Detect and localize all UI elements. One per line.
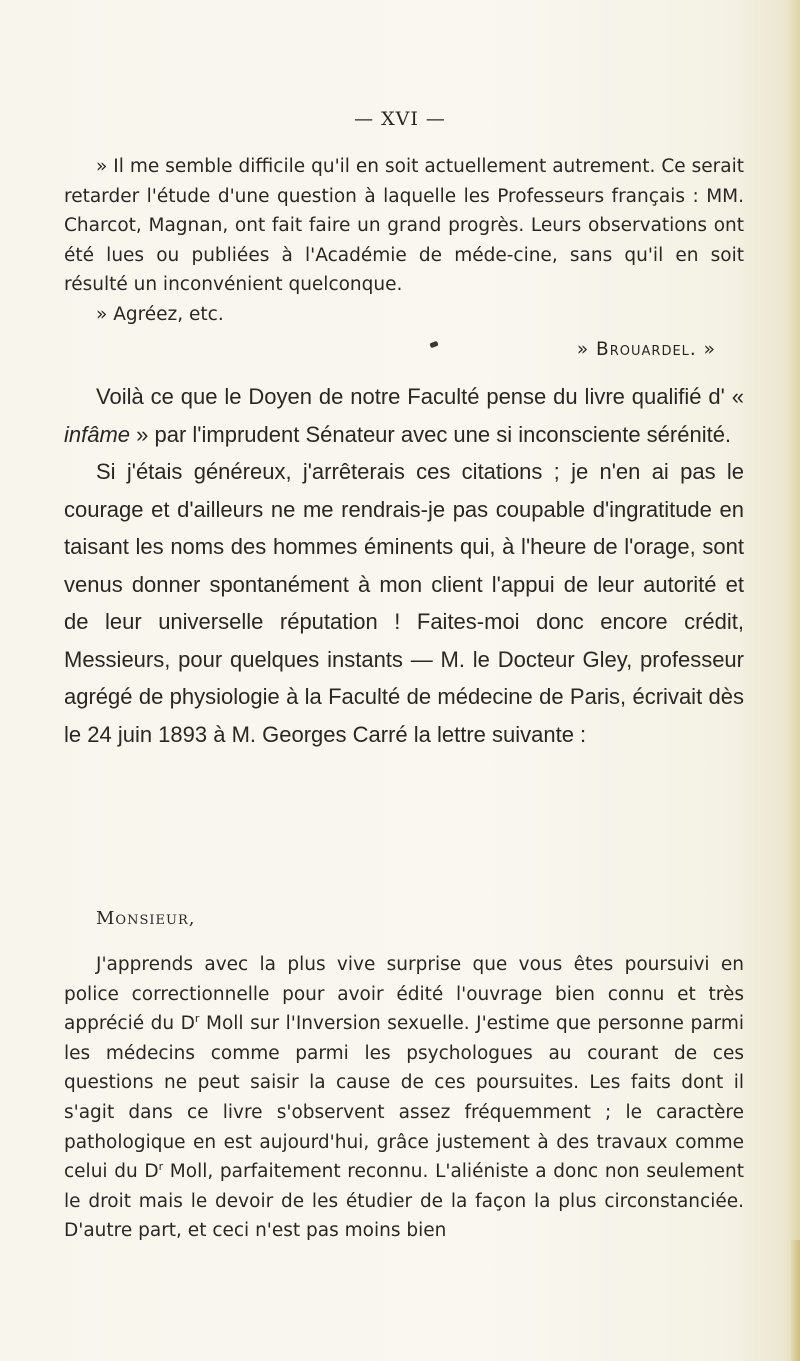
main-text bbox=[64, 378, 744, 753]
letter-paragraph: » Il me semble difficile qu'il en soit actuellement autrement. Ce serait retarder l'étude d'une question à laquelle les Professeurs français : MM. Charcot, Magnan, ont fait faire un grand progrès. Leurs observations ont été lues ou publiées à l'Académie de méde-cine, sans qu'il en soit résulté un inconvénient quelconque. bbox=[64, 156, 744, 295]
paragraph-text: Voilà ce que le Doyen de notre Faculté pense du livre qualifié d' « bbox=[96, 384, 744, 409]
paragraph-text: J'apprends avec la plus vive surprise que vous êtes poursuivi en police correctionnelle pour avoir édité l'ouvrage bien connu et très apprécié du D bbox=[64, 954, 744, 1035]
superscript: r bbox=[158, 1160, 164, 1173]
superscript: r bbox=[194, 1012, 200, 1026]
letter-signature: » Brouardel. » bbox=[576, 339, 716, 360]
page-edge-stain bbox=[786, 0, 800, 1361]
letter-salutation: Monsieur, bbox=[96, 908, 196, 929]
body-paragraph: Si j'étais généreux, j'arrêterais ces citations ; je n'en ai pas le courage et d'ailleurs ne me rendrais-je pas coupable d'ingratitude en taisant les noms des hommes éminents qui, à l'heure de l'orage, sont venus donner spontanément à mon client l'appui de leur autorité et de leur universelle réputation ! Faites-moi donc encore crédit, Messieurs, pour quelques instants — M. le Docteur Gley, professeur agrégé de physiologie à la Faculté de médecine de Paris, écrivait dès le 24 juin 1893 à M. Georges Carré la lettre suivante : bbox=[64, 459, 744, 747]
quoted-letter-brouardel bbox=[64, 152, 744, 365]
paragraph-text: » par l'imprudent Sénateur avec une si inconsciente sérénité. bbox=[130, 421, 732, 447]
paragraph-text: Moll sur l'Inversion sexuelle. J'estime que personne parmi les médecins comme parmi les psychologues au courant de ces questions ne peut saisir la cause de ces poursuites. Les faits dont il s'agit dans ce livre s'observent assez fréquemment ; le caractère pathologique en est aujourd'hui, grâce justement à des travaux comme celui du D bbox=[64, 1013, 744, 1183]
page-header: — XVI — bbox=[354, 108, 446, 130]
page-edge-stain-bottom bbox=[790, 1240, 800, 1361]
italic-word: infâme bbox=[64, 421, 131, 447]
quoted-letter-gley bbox=[64, 950, 744, 1246]
paragraph-text: Moll, parfaitement reconnu. L'aliéniste a donc non seulement le droit mais le devoir de les étudier de la façon la plus circonstanciée. D'autre part, et ceci n'est pas moins bien bbox=[64, 1161, 744, 1242]
letter-paragraph bbox=[64, 950, 744, 1246]
body-paragraph bbox=[64, 378, 744, 453]
letter-closing: » Agréez, etc. bbox=[96, 303, 224, 325]
